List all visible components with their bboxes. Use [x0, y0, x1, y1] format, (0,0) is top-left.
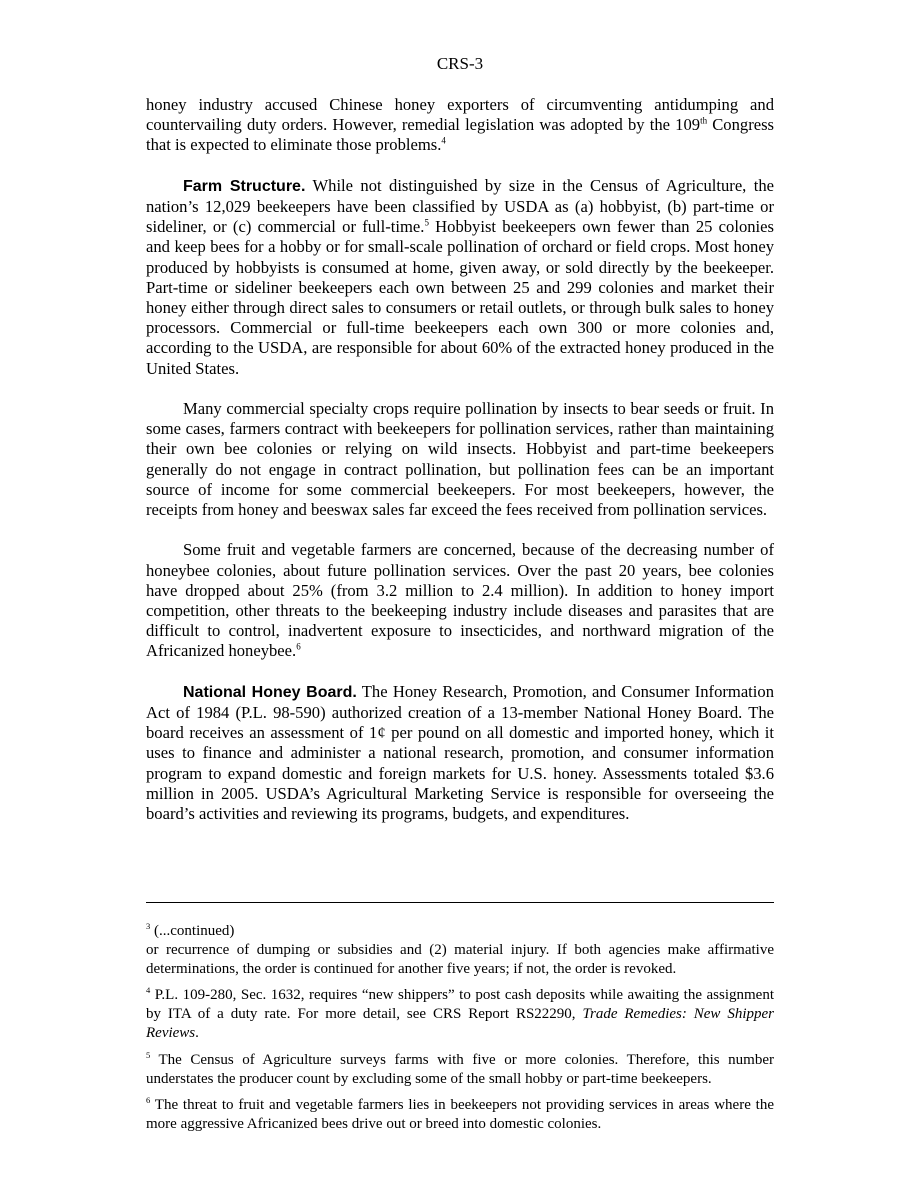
footnote-text: The Census of Agriculture surveys farms with five or more colonies. Therefore, this number understates the producer count by excluding some of the small hobby or part-time beekeepers. [146, 1051, 774, 1087]
paragraph-text: honey industry accused Chinese honey exporters of circumventing antidumping and countervailing duty orders. However, remedial legislation was adopted by the 109 [146, 95, 774, 135]
footnote-text: or recurrence of dumping or subsidies and (2) material injury. If both agencies make affirmative determinations, the order is continued for another five years; if not, the order is revoked. [146, 941, 774, 977]
footnote-separator [146, 902, 774, 903]
paragraph-continuation [146, 95, 774, 156]
footnote-6 [146, 1096, 774, 1134]
footnote-text: The threat to fruit and vegetable farmers lies in beekeepers not providing services in areas where the more aggressive Africanized bees drive out or breed into domestic colonies. [146, 1097, 774, 1133]
paragraph-farm-structure [146, 176, 774, 379]
report-title: Trade Remedies: New Shipper Reviews [146, 1006, 774, 1041]
paragraph-text: While not distinguished by size in the Census of Agriculture, the nation’s 12,029 beekeepers have been classified by USDA as (a) hobbyist, (b) part-time or sideliner, or (c) commercial or full-time. [146, 175, 774, 237]
paragraph-concerns [146, 540, 774, 661]
footnote-mark: 4 [146, 985, 151, 996]
paragraph-text: Some fruit and vegetable farmers are concerned, because of the decreasing number of honeybee colonies, about future pollination services. Over the past 20 years, bee colonies have dropped about 25% (from 3.2 million to 2.4 million). In addition to honey import competition, other threats to the beekeeping industry include diseases and parasites that are difficult to control, inadvertent exposure to insecticides, and northward migration of the Africanized honeybee. [146, 540, 774, 661]
page-number: CRS-3 [436, 54, 484, 73]
footnotes [146, 922, 774, 1142]
ordinal-suffix: th [700, 115, 708, 126]
section-heading-farm-structure: Farm Structure. [183, 177, 306, 195]
paragraph-text: Hobbyist beekeepers own fewer than 25 colonies and keep bees for a hobby or for small-scale pollination of orchard or field crops. Most honey produced by hobbyists is consumed at home, given away, or sold directly by the beekeeper. Part-time or sideliner beekeepers each own between 25 and 299 colonies and market their honey either through direct sales to consumers or retail outlets, or through bulk sales to honey processors. Commercial or full-time beekeepers each own 300 or more colonies and, according to the USDA, are responsible for about 60% of the extracted honey produced in the United States. [146, 217, 774, 378]
footnote-mark: 5 [146, 1049, 151, 1060]
footnote-text: (...continued) [150, 923, 235, 939]
paragraph-text: Congress that is expected to eliminate those problems. [146, 115, 774, 155]
footnote-text: . [195, 1024, 199, 1041]
paragraph-text: Many commercial specialty crops require pollination by insects to bear seeds or fruit. In some cases, farmers contract with beekeepers for pollination services, rather than maintaining their own bee colonies or relying on wild insects. Hobbyist and part-time beekeepers generally do not engage in contract pollination, but pollination fees can be an important source of income for some commercial beekeepers. For most beekeepers, however, the receipts from honey and beeswax sales far exceed the fees received from pollination services. [146, 399, 774, 520]
section-heading-honey-board: National Honey Board. [183, 683, 357, 701]
footnote-3-continued [146, 922, 774, 941]
footnote-4 [146, 986, 774, 1042]
footnote-text: P.L. 109-280, Sec. 1632, requires “new shippers” to post cash deposits while awaiting the assignment by ITA of a duty rate. For more detail, see CRS Report RS22290, [146, 987, 774, 1023]
document-body [146, 95, 774, 844]
paragraph-pollination [146, 399, 774, 520]
footnote-mark: 3 [146, 921, 151, 931]
page-header [0, 54, 920, 74]
paragraph-text: The Honey Research, Promotion, and Consumer Information Act of 1984 (P.L. 98-590) authorized creation of a 13-member National Honey Board. The board receives an assessment of 1¢ per pound on all domestic and imported honey, which it uses to finance and administer a national research, promotion, and consumer information program to expand domestic and foreign markets for U.S. honey. Assessments totaled $3.6 million in 2005. USDA’s Agricultural Marketing Service is responsible for overseeing the board’s activities and reviewing its programs, budgets, and expenditures. [146, 681, 774, 824]
footnote-mark: 6 [146, 1095, 151, 1106]
footnote-3-body [146, 941, 774, 979]
footnote-ref-6[interactable]: 6 [296, 641, 301, 652]
paragraph-honey-board [146, 682, 774, 824]
footnote-ref-5[interactable]: 5 [424, 217, 429, 228]
footnote-ref-4[interactable]: 4 [441, 135, 446, 146]
footnote-5 [146, 1051, 774, 1089]
